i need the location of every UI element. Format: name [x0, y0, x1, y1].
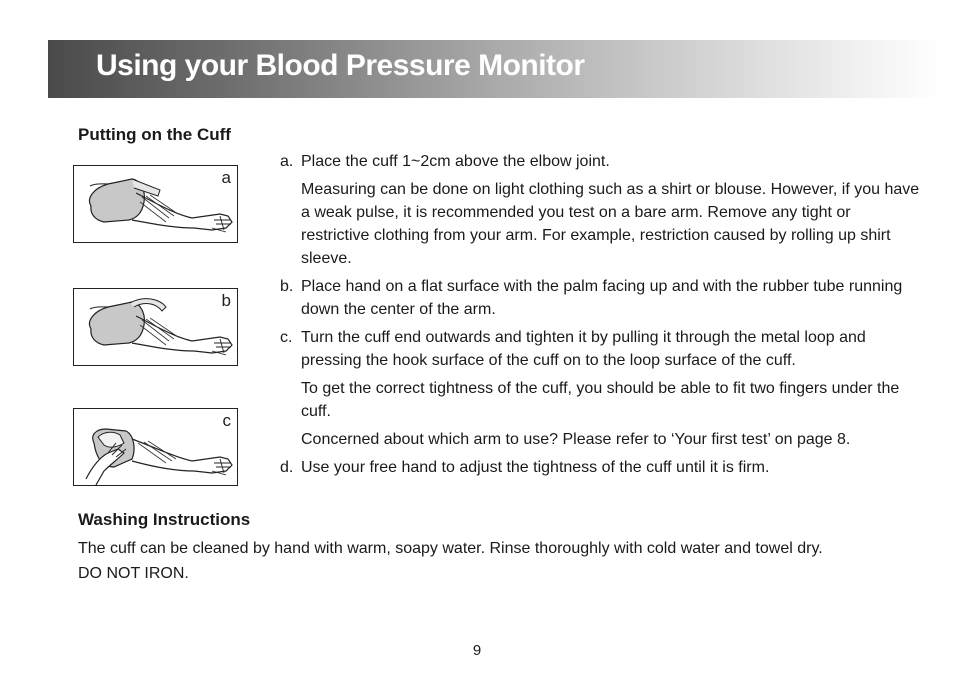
- figure-b: [73, 288, 238, 366]
- section-heading-washing: Washing Instructions: [78, 510, 251, 529]
- arm-cuff-illustration-b: [74, 289, 239, 367]
- title-banner: [48, 40, 938, 98]
- step-c: [280, 326, 920, 451]
- page-number: 9: [472, 642, 482, 659]
- washing-warning: DO NOT IRON.: [78, 565, 189, 582]
- figure-a: [73, 165, 238, 243]
- figure-label-c: c: [222, 411, 231, 430]
- step-text: To get the correct tightness of the cuff, you should be able to fit two fingers under the cuff.: [301, 380, 900, 420]
- figure-label-b: b: [221, 291, 231, 310]
- step-d: [280, 456, 920, 479]
- step-a: [280, 150, 920, 270]
- section-heading-cuff: Putting on the Cuff: [78, 125, 231, 144]
- step-letter: b.: [280, 278, 294, 295]
- figure-c: [73, 408, 238, 486]
- arm-cuff-illustration-a: [74, 166, 239, 244]
- page-title: Using your Blood Pressure Monitor: [96, 49, 585, 82]
- step-b: [280, 275, 920, 321]
- step-text: Concerned about which arm to use? Please refer to ‘Your first test’ on page 8.: [301, 431, 851, 448]
- step-letter: a.: [280, 153, 294, 170]
- step-text: Turn the cuff end outwards and tighten it by pulling it through the metal loop and pressing the hook surface of the cuff on to the loop surface of the cuff.: [301, 329, 866, 369]
- step-text: Place the cuff 1~2cm above the elbow joint.: [301, 153, 610, 170]
- arm-cuff-illustration-c: [74, 409, 239, 487]
- step-text: Place hand on a flat surface with the palm facing up and with the rubber tube running down the center of the arm.: [301, 278, 903, 318]
- figure-label-a: a: [221, 168, 231, 187]
- washing-instructions: [78, 536, 918, 586]
- cuff-instruction-steps: [280, 150, 920, 479]
- step-text: Use your free hand to adjust the tightness of the cuff until it is firm.: [301, 459, 770, 476]
- step-letter: c.: [280, 329, 293, 346]
- step-text: Measuring can be done on light clothing such as a shirt or blouse. However, if you have a weak pulse, it is recommended you test on a bare arm. Remove any tight or restrictive clothing from your arm. For example, restriction caused by rolling up shirt sleeve.: [301, 181, 920, 267]
- washing-text: The cuff can be cleaned by hand with warm, soapy water. Rinse thoroughly with cold water and towel dry.: [78, 540, 823, 557]
- step-letter: d.: [280, 459, 294, 476]
